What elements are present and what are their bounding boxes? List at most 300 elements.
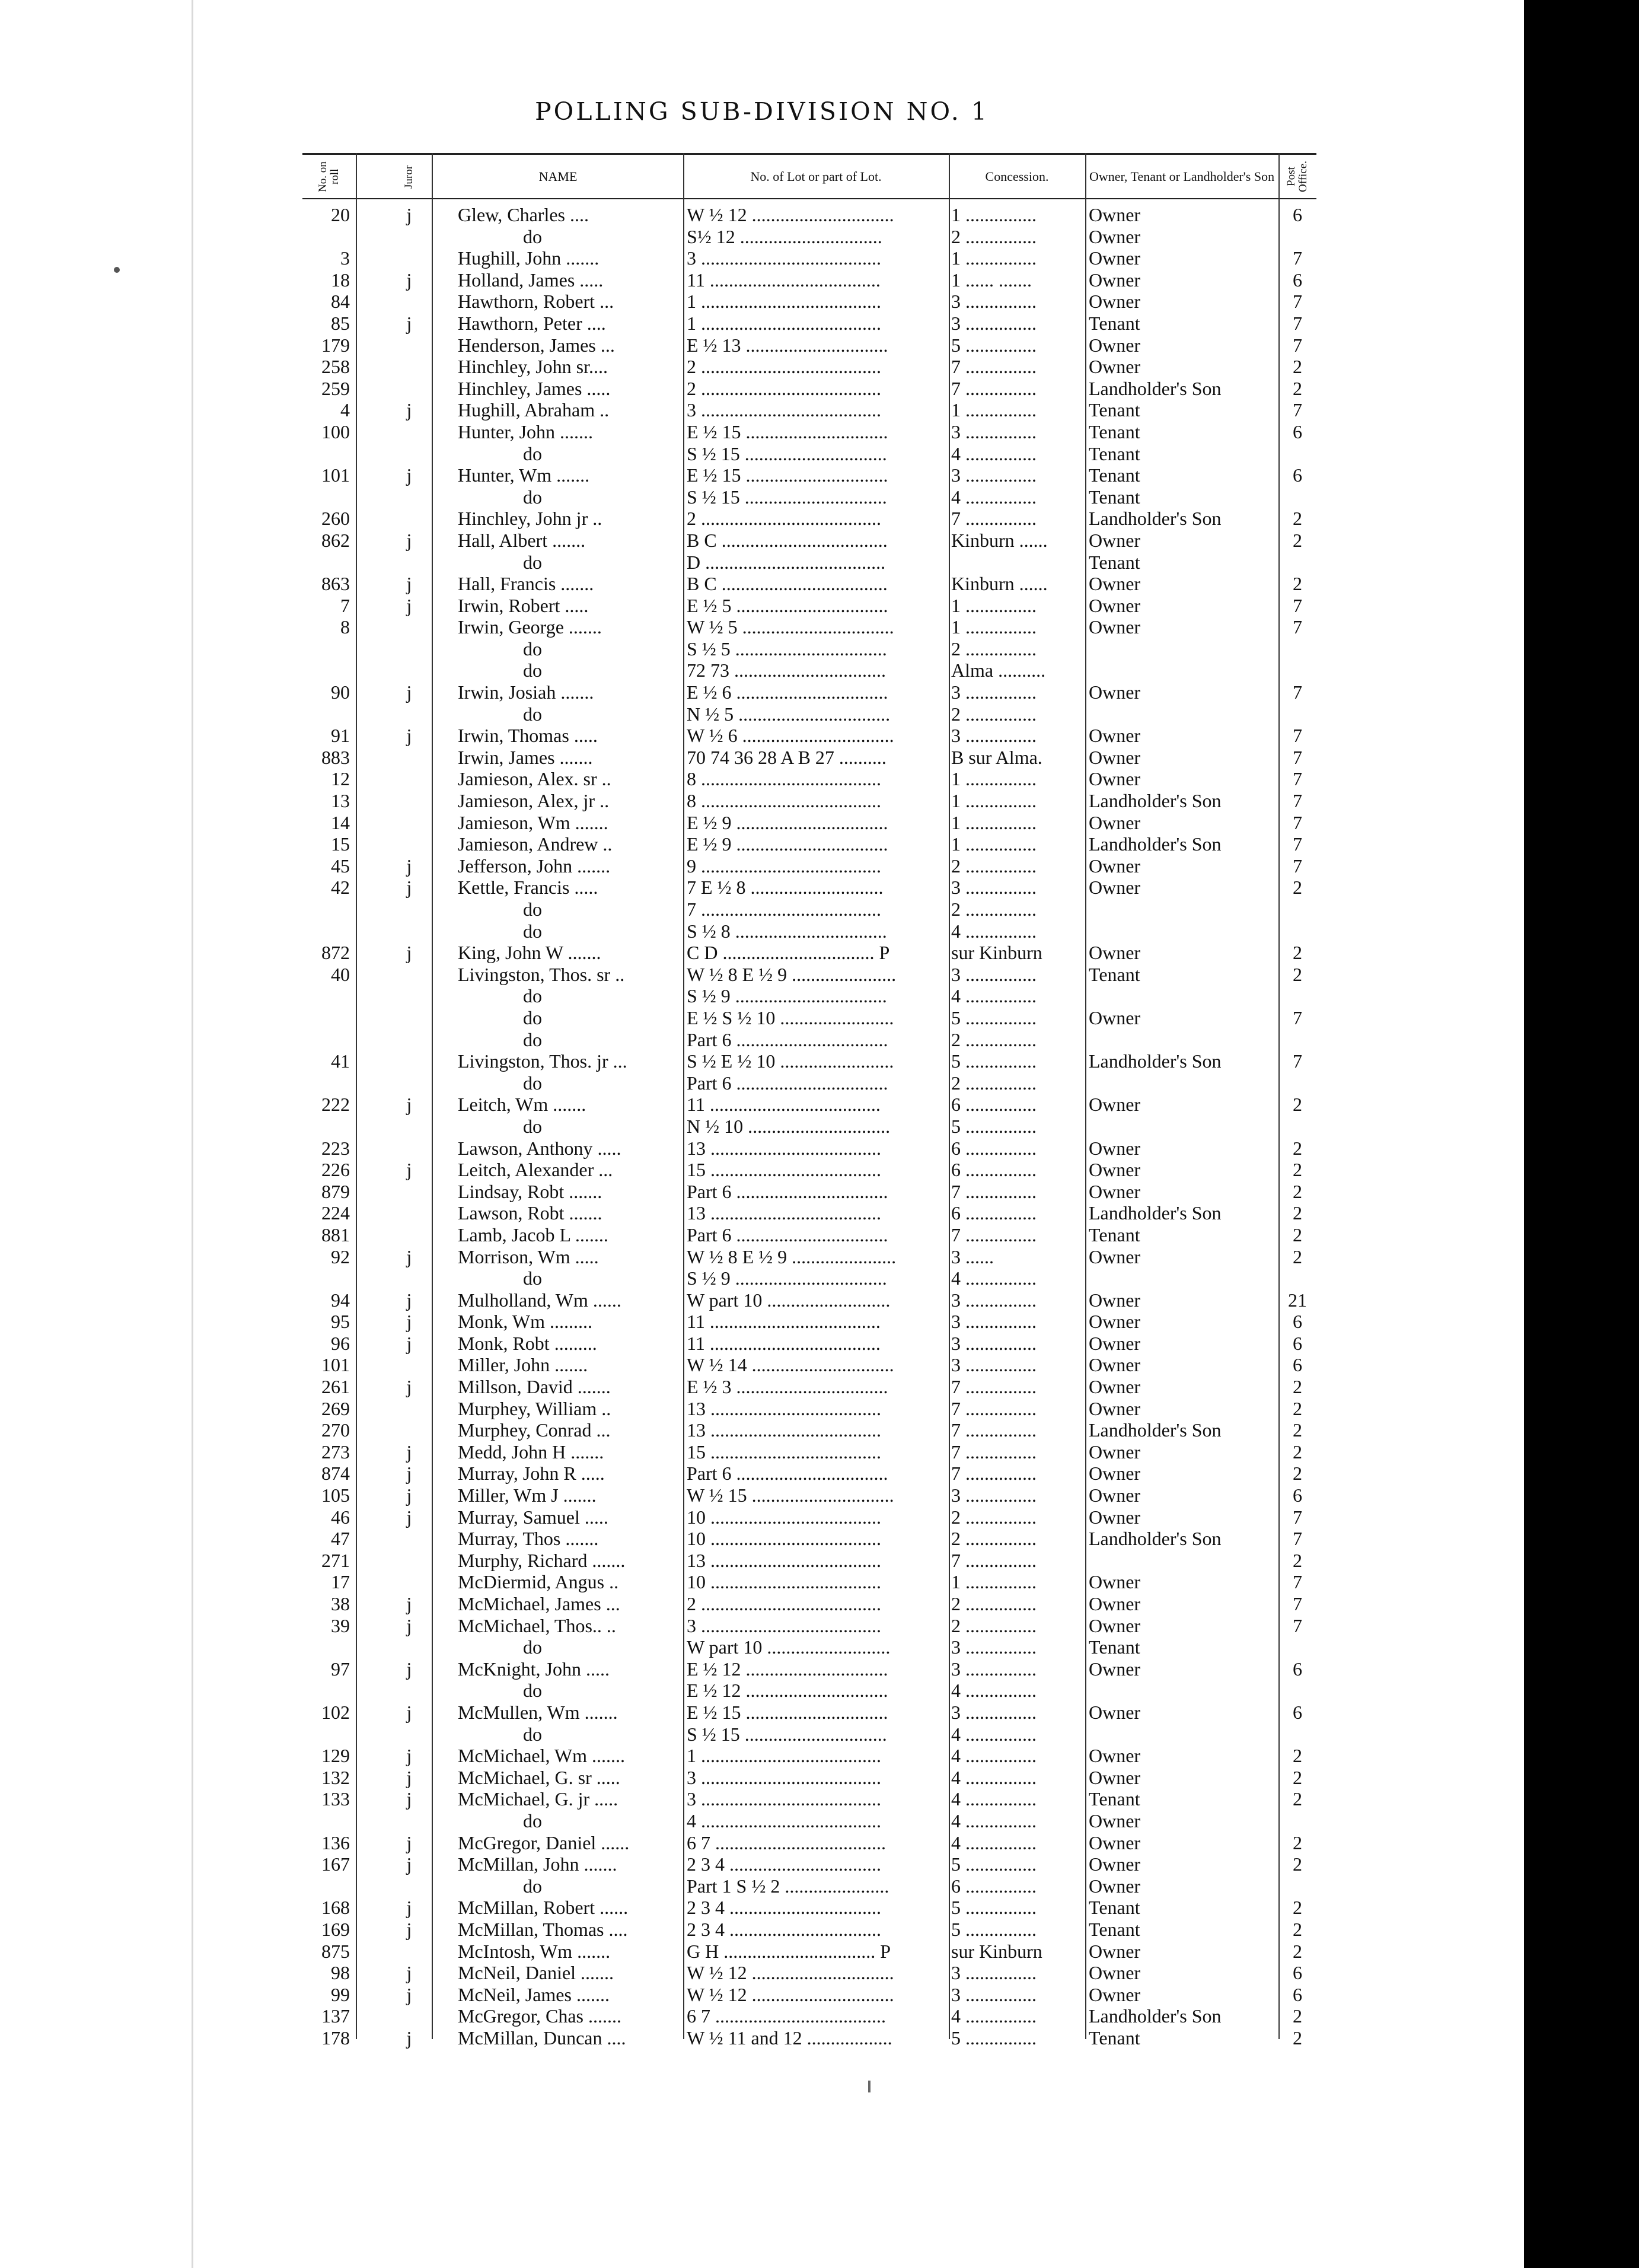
post-office: 7 xyxy=(1293,811,1302,833)
lot-number: 13 .................................... xyxy=(687,1137,881,1159)
juror-mark: j xyxy=(406,529,412,551)
lot-number: E ½ 5 ................................ xyxy=(687,594,888,616)
juror-mark: j xyxy=(406,1311,412,1333)
roll-number: 92 xyxy=(331,1246,350,1267)
roll-number: 18 xyxy=(331,269,350,291)
lot-number: Part 1 S ½ 2 ...................... xyxy=(687,1875,889,1897)
concession: 3 ............... xyxy=(951,725,1037,747)
voter-name: Hawthorn, Robert ... xyxy=(458,291,614,313)
juror-mark: j xyxy=(406,1289,412,1311)
juror-mark: j xyxy=(406,1962,412,1984)
voter-name: Hinchley, James ..... xyxy=(458,377,611,399)
lot-number: N ½ 10 .............................. xyxy=(687,1115,891,1137)
lot-number: W part 10 .......................... xyxy=(687,1636,891,1658)
table-row xyxy=(302,1636,1316,1658)
lot-number: W ½ 11 and 12 .................. xyxy=(687,2027,892,2049)
lot-number: W ½ 6 ................................ xyxy=(687,725,894,747)
roll-number: 132 xyxy=(321,1766,350,1788)
voter-name: Murphey, William .. xyxy=(458,1397,611,1419)
lot-number: 6 7 .................................... xyxy=(687,2005,886,2027)
roll-number: 133 xyxy=(321,1788,350,1810)
voter-name: McMillan, Duncan .... xyxy=(458,2027,626,2049)
lot-number: 10 .................................... xyxy=(687,1571,881,1593)
lot-number: S ½ 15 .............................. xyxy=(687,1723,887,1745)
roll-number: 105 xyxy=(321,1485,350,1506)
owner-status: Owner xyxy=(1089,1246,1141,1267)
owner-status: Owner xyxy=(1089,1810,1141,1831)
owner-status: Landholder's Son xyxy=(1089,2005,1222,2027)
post-office: 2 xyxy=(1293,1137,1302,1159)
lot-number: S½ 12 .............................. xyxy=(687,225,882,247)
lot-number: 11 .................................... xyxy=(687,1332,881,1354)
post-office: 6 xyxy=(1293,1311,1302,1333)
voter-name: do xyxy=(523,1636,542,1658)
roll-number: 259 xyxy=(321,377,350,399)
owner-status: Owner xyxy=(1089,1289,1141,1311)
lot-number: S ½ 5 ................................ xyxy=(687,638,887,660)
post-office: 2 xyxy=(1293,1180,1302,1202)
post-office: 7 xyxy=(1293,1571,1302,1593)
roll-number: 42 xyxy=(331,877,350,899)
juror-mark: j xyxy=(406,1831,412,1853)
roll-number: 872 xyxy=(321,942,350,964)
owner-status: Owner xyxy=(1089,1506,1141,1528)
juror-mark: j xyxy=(406,1485,412,1506)
concession: Kinburn ...... xyxy=(951,529,1048,551)
lot-number: E ½ 12 .............................. xyxy=(687,1680,888,1702)
concession: 7 ............... xyxy=(951,1180,1037,1202)
concession: 2 ............... xyxy=(951,1506,1037,1528)
post-office: 7 xyxy=(1293,1614,1302,1636)
table-row xyxy=(302,2027,1316,2049)
roll-number: 13 xyxy=(331,790,350,812)
table-row xyxy=(302,1376,1316,1398)
roll-number: 270 xyxy=(321,1419,350,1441)
voter-name: Livingston, Thos. jr ... xyxy=(458,1050,627,1072)
concession: 3 ............... xyxy=(951,1658,1037,1680)
table-row xyxy=(302,1202,1316,1224)
table-row xyxy=(302,703,1316,725)
table-row xyxy=(302,1853,1316,1875)
post-office: 7 xyxy=(1293,855,1302,877)
owner-status: Owner xyxy=(1089,1983,1141,2005)
table-row xyxy=(302,1246,1316,1268)
owner-status: Owner xyxy=(1089,1463,1141,1485)
voter-name: Irwin, Josiah ....... xyxy=(458,681,594,703)
owner-status: Owner xyxy=(1089,855,1141,877)
juror-mark: j xyxy=(406,1159,412,1181)
owner-status: Owner xyxy=(1089,616,1141,638)
owner-status: Owner xyxy=(1089,356,1141,378)
post-office: 2 xyxy=(1293,508,1302,530)
voter-name: do xyxy=(523,985,542,1007)
concession: 5 ............... xyxy=(951,1115,1037,1137)
table-row xyxy=(302,1788,1316,1810)
table-row xyxy=(302,855,1316,877)
lot-number: Part 6 ................................ xyxy=(687,1028,888,1050)
lot-number: 9 ...................................... xyxy=(687,855,881,877)
lot-number: 11 .................................... xyxy=(687,269,881,291)
table-row xyxy=(302,1941,1316,1963)
lot-number: 3 ...................................... xyxy=(687,1788,881,1810)
voter-name: Hunter, Wm ....... xyxy=(458,464,590,486)
owner-status: Owner xyxy=(1089,1962,1141,1984)
table-row xyxy=(302,204,1316,226)
post-office: 2 xyxy=(1293,1745,1302,1767)
owner-status: Tenant xyxy=(1089,442,1140,464)
voter-name: do xyxy=(523,660,542,681)
table-row xyxy=(302,1658,1316,1680)
voter-name: Miller, Wm J ....... xyxy=(458,1485,597,1506)
lot-number: 72 73 ................................ xyxy=(687,660,886,681)
owner-status: Owner xyxy=(1089,1614,1141,1636)
post-office: 7 xyxy=(1293,1506,1302,1528)
roll-number: 96 xyxy=(331,1332,350,1354)
post-office: 2 xyxy=(1293,2005,1302,2027)
owner-status: Tenant xyxy=(1089,963,1140,985)
table-row xyxy=(302,1875,1316,1897)
voter-name: do xyxy=(523,920,542,942)
lot-number: 2 ...................................... xyxy=(687,508,881,530)
owner-status: Landholder's Son xyxy=(1089,1419,1222,1441)
lot-number: 11 .................................... xyxy=(687,1311,881,1333)
lot-number: S ½ 15 .............................. xyxy=(687,486,887,508)
roll-number: 46 xyxy=(331,1506,350,1528)
lot-number: Part 6 ................................ xyxy=(687,1072,888,1094)
voter-name: do xyxy=(523,1006,542,1028)
post-office: 6 xyxy=(1293,1701,1302,1723)
concession: 6 ............... xyxy=(951,1202,1037,1224)
roll-number: 169 xyxy=(321,1918,350,1940)
concession: 3 ............... xyxy=(951,291,1037,313)
lot-number: B C ................................... xyxy=(687,529,888,551)
post-office: 7 xyxy=(1293,312,1302,334)
juror-mark: j xyxy=(406,877,412,899)
voter-name: Holland, James ..... xyxy=(458,269,604,291)
owner-status: Tenant xyxy=(1089,1636,1140,1658)
roll-number: 129 xyxy=(321,1745,350,1767)
voter-name: McMichael, G. jr ..... xyxy=(458,1788,618,1810)
lot-number: 1 ...................................... xyxy=(687,291,881,313)
table-row xyxy=(302,335,1316,356)
concession: 7 ............... xyxy=(951,508,1037,530)
table-row xyxy=(302,1138,1316,1160)
post-office: 2 xyxy=(1293,1246,1302,1267)
juror-mark: j xyxy=(406,204,412,225)
lot-number: 70 74 36 28 A B 27 .......... xyxy=(687,746,887,768)
table-row xyxy=(302,421,1316,443)
post-office: 2 xyxy=(1293,942,1302,964)
juror-mark: j xyxy=(406,1853,412,1875)
voter-name: McNeil, Daniel ....... xyxy=(458,1962,614,1984)
owner-status: Landholder's Son xyxy=(1089,833,1222,855)
lot-number: E ½ 15 .............................. xyxy=(687,1701,888,1723)
roll-number: 273 xyxy=(321,1441,350,1463)
lot-number: 11 .................................... xyxy=(687,1094,881,1116)
owner-status: Tenant xyxy=(1089,551,1140,573)
table-row xyxy=(302,1571,1316,1593)
post-office: 2 xyxy=(1293,529,1302,551)
lot-number: W part 10 .......................... xyxy=(687,1289,891,1311)
voter-name: Jamieson, Alex. sr .. xyxy=(458,768,611,790)
owner-status: Tenant xyxy=(1089,399,1140,421)
voter-name: McMullen, Wm ....... xyxy=(458,1701,618,1723)
owner-status: Owner xyxy=(1089,1701,1141,1723)
post-office: 2 xyxy=(1293,1918,1302,1940)
concession: 2 ............... xyxy=(951,899,1037,920)
lot-number: W ½ 12 .............................. xyxy=(687,1962,894,1984)
lot-number: W ½ 8 E ½ 9 ...................... xyxy=(687,1246,897,1267)
lot-number: S ½ 9 ................................ xyxy=(687,985,887,1007)
lot-number: W ½ 8 E ½ 9 ...................... xyxy=(687,963,897,985)
roll-number: 40 xyxy=(331,963,350,985)
concession: 2 ............... xyxy=(951,1028,1037,1050)
concession: 4 ............... xyxy=(951,442,1037,464)
table-row xyxy=(302,1354,1316,1376)
roll-number: 3 xyxy=(340,247,350,269)
voter-name: do xyxy=(523,551,542,573)
concession: 2 ............... xyxy=(951,1072,1037,1094)
concession: 2 ............... xyxy=(951,1614,1037,1636)
owner-status: Owner xyxy=(1089,877,1141,899)
concession: 4 ............... xyxy=(951,1723,1037,1745)
lot-number: E ½ 15 .............................. xyxy=(687,464,888,486)
concession: 3 ............... xyxy=(951,421,1037,442)
voter-name: McGregor, Chas ....... xyxy=(458,2005,621,2027)
concession: 7 ............... xyxy=(951,1397,1037,1419)
lot-number: 3 ...................................... xyxy=(687,1614,881,1636)
header-lot: No. of Lot or part of Lot. xyxy=(750,169,882,184)
owner-status: Owner xyxy=(1089,768,1141,790)
roll-number: 8 xyxy=(340,616,350,638)
concession: 3 ............... xyxy=(951,312,1037,334)
lot-number: 6 7 .................................... xyxy=(687,1831,886,1853)
roll-number: 7 xyxy=(340,594,350,616)
lot-number: 1 ...................................... xyxy=(687,312,881,334)
post-office: 2 xyxy=(1293,1766,1302,1788)
concession: 3 ............... xyxy=(951,1962,1037,1984)
roll-number: 94 xyxy=(331,1289,350,1311)
table-row xyxy=(302,1702,1316,1724)
voter-name: Jamieson, Alex, jr .. xyxy=(458,790,610,812)
header-owner-tenant: Owner, Tenant or Landholder's Son xyxy=(1089,169,1275,184)
juror-mark: j xyxy=(406,1918,412,1940)
page-title: POLLING SUB-DIVISION NO. 1 xyxy=(535,97,989,126)
post-office: 7 xyxy=(1293,790,1302,812)
roll-number: 4 xyxy=(340,399,350,421)
table-row xyxy=(302,1593,1316,1615)
owner-status: Owner xyxy=(1089,942,1141,964)
table-row xyxy=(302,1267,1316,1289)
juror-mark: j xyxy=(406,1701,412,1723)
roll-number: 84 xyxy=(331,291,350,313)
owner-status: Owner xyxy=(1089,1137,1141,1159)
lot-number: Part 6 ................................ xyxy=(687,1180,888,1202)
roll-number: 85 xyxy=(331,312,350,334)
post-office: 7 xyxy=(1293,616,1302,638)
table-row xyxy=(302,313,1316,335)
owner-status: Owner xyxy=(1089,1180,1141,1202)
voter-name: Hall, Francis ....... xyxy=(458,573,594,595)
owner-status: Owner xyxy=(1089,1853,1141,1875)
voter-name: McMichael, Wm ....... xyxy=(458,1745,626,1767)
roll-number: 223 xyxy=(321,1137,350,1159)
post-office: 2 xyxy=(1293,1202,1302,1224)
owner-status: Owner xyxy=(1089,291,1141,313)
concession: 6 ............... xyxy=(951,1094,1037,1116)
post-office: 2 xyxy=(1293,1831,1302,1853)
concession: 4 ............... xyxy=(951,920,1037,942)
concession: 3 ............... xyxy=(951,1485,1037,1506)
lot-number: E ½ 12 .............................. xyxy=(687,1658,888,1680)
lot-number: 13 .................................... xyxy=(687,1397,881,1419)
post-office: 7 xyxy=(1293,768,1302,790)
voter-name: McMichael, James ... xyxy=(458,1593,620,1614)
table-row xyxy=(302,1463,1316,1485)
table-row xyxy=(302,681,1316,703)
post-office: 2 xyxy=(1293,877,1302,899)
table-row xyxy=(302,464,1316,486)
voter-name: McNeil, James ....... xyxy=(458,1983,610,2005)
roll-number: 258 xyxy=(321,356,350,378)
roll-number: 14 xyxy=(331,811,350,833)
owner-status: Owner xyxy=(1089,1376,1141,1398)
post-office: 2 xyxy=(1293,1897,1302,1919)
concession: sur Kinburn xyxy=(951,942,1042,964)
concession: 5 ............... xyxy=(951,1050,1037,1072)
post-office: 6 xyxy=(1293,1354,1302,1376)
roll-number: 879 xyxy=(321,1180,350,1202)
concession: 5 ............... xyxy=(951,334,1037,356)
lot-number: 1 ...................................... xyxy=(687,1745,881,1767)
voter-name: Murphey, Conrad ... xyxy=(458,1419,611,1441)
table-row xyxy=(302,226,1316,248)
roll-number: 881 xyxy=(321,1224,350,1246)
post-office: 21 xyxy=(1288,1289,1307,1311)
roll-number: 862 xyxy=(321,529,350,551)
lot-number: N ½ 5 ................................ xyxy=(687,703,891,725)
concession: 5 ............... xyxy=(951,1853,1037,1875)
roll-number: 226 xyxy=(321,1159,350,1181)
concession: 2 ............... xyxy=(951,1593,1037,1614)
lot-number: E ½ 3 ................................ xyxy=(687,1376,888,1398)
owner-status: Owner xyxy=(1089,594,1141,616)
voter-name: do xyxy=(523,1072,542,1094)
juror-mark: j xyxy=(406,1766,412,1788)
table-row xyxy=(302,1181,1316,1203)
juror-mark: j xyxy=(406,1094,412,1116)
concession: 7 ............... xyxy=(951,1441,1037,1463)
table-row xyxy=(302,291,1316,313)
concession: 7 ............... xyxy=(951,1419,1037,1441)
owner-status: Tenant xyxy=(1089,421,1140,442)
voter-name: do xyxy=(523,1115,542,1137)
owner-status: Owner xyxy=(1089,811,1141,833)
concession: 6 ............... xyxy=(951,1137,1037,1159)
lot-number: 13 .................................... xyxy=(687,1202,881,1224)
post-office: 7 xyxy=(1293,1593,1302,1614)
juror-mark: j xyxy=(406,1983,412,2005)
table-row xyxy=(302,660,1316,681)
table-row xyxy=(302,1528,1316,1550)
lot-number: 2 ...................................... xyxy=(687,1593,881,1614)
lot-number: E ½ S ½ 10 ........................ xyxy=(687,1006,894,1028)
post-office: 6 xyxy=(1293,204,1302,225)
post-office: 6 xyxy=(1293,421,1302,442)
roll-number: 179 xyxy=(321,334,350,356)
concession: 1 ............... xyxy=(951,790,1037,812)
juror-mark: j xyxy=(406,855,412,877)
lot-number: E ½ 15 .............................. xyxy=(687,421,888,442)
table-row xyxy=(302,638,1316,660)
concession: 7 ............... xyxy=(951,1549,1037,1571)
voter-name: Murphy, Richard ....... xyxy=(458,1549,626,1571)
table-row xyxy=(302,964,1316,986)
juror-mark: j xyxy=(406,2027,412,2049)
concession: 3 ............... xyxy=(951,1354,1037,1376)
voter-name: Hawthorn, Peter .... xyxy=(458,312,606,334)
lot-number: W ½ 5 ................................ xyxy=(687,616,894,638)
roll-number: 178 xyxy=(321,2027,350,2049)
post-office: 2 xyxy=(1293,1853,1302,1875)
table-row xyxy=(302,1506,1316,1528)
concession: 3 ............... xyxy=(951,1311,1037,1333)
table-row xyxy=(302,356,1316,378)
lot-number: W ½ 15 .............................. xyxy=(687,1485,894,1506)
voter-name: Glew, Charles .... xyxy=(458,204,589,225)
lot-number: 7 ...................................... xyxy=(687,899,881,920)
concession: 5 ............... xyxy=(951,1897,1037,1919)
post-office: 6 xyxy=(1293,464,1302,486)
roll-number: 39 xyxy=(331,1614,350,1636)
owner-status: Owner xyxy=(1089,573,1141,595)
owner-status: Landholder's Son xyxy=(1089,377,1222,399)
concession: sur Kinburn xyxy=(951,1940,1042,1962)
lot-number: E ½ 13 .............................. xyxy=(687,334,888,356)
owner-status: Landholder's Son xyxy=(1089,508,1222,530)
post-office: 2 xyxy=(1293,1788,1302,1810)
table-row xyxy=(302,942,1316,964)
concession: Alma .......... xyxy=(951,660,1046,681)
owner-status: Landholder's Son xyxy=(1089,1050,1222,1072)
concession: 7 ............... xyxy=(951,1463,1037,1485)
voter-name: Hinchley, John jr .. xyxy=(458,508,602,530)
voters-list-table xyxy=(302,153,1316,2049)
concession: 5 ............... xyxy=(951,2027,1037,2049)
lot-number: S ½ 15 .............................. xyxy=(687,442,887,464)
voter-name: McMillan, Robert ...... xyxy=(458,1897,629,1919)
concession: B sur Alma. xyxy=(951,746,1042,768)
voter-name: McIntosh, Wm ....... xyxy=(458,1940,611,1962)
table-row xyxy=(302,1550,1316,1572)
table-row xyxy=(302,877,1316,899)
concession: 3 ............... xyxy=(951,464,1037,486)
juror-mark: j xyxy=(406,1376,412,1398)
roll-number: 222 xyxy=(321,1094,350,1116)
post-office: 7 xyxy=(1293,1050,1302,1072)
roll-number: 45 xyxy=(331,855,350,877)
roll-number: 137 xyxy=(321,2005,350,2027)
roll-number: 271 xyxy=(321,1549,350,1571)
table-row xyxy=(302,399,1316,421)
roll-number: 41 xyxy=(331,1050,350,1072)
concession: 5 ............... xyxy=(951,1918,1037,1940)
concession: 2 ............... xyxy=(951,855,1037,877)
voter-name: do xyxy=(523,703,542,725)
roll-number: 20 xyxy=(331,204,350,225)
concession: 2 ............... xyxy=(951,1528,1037,1550)
roll-number: 101 xyxy=(321,464,350,486)
